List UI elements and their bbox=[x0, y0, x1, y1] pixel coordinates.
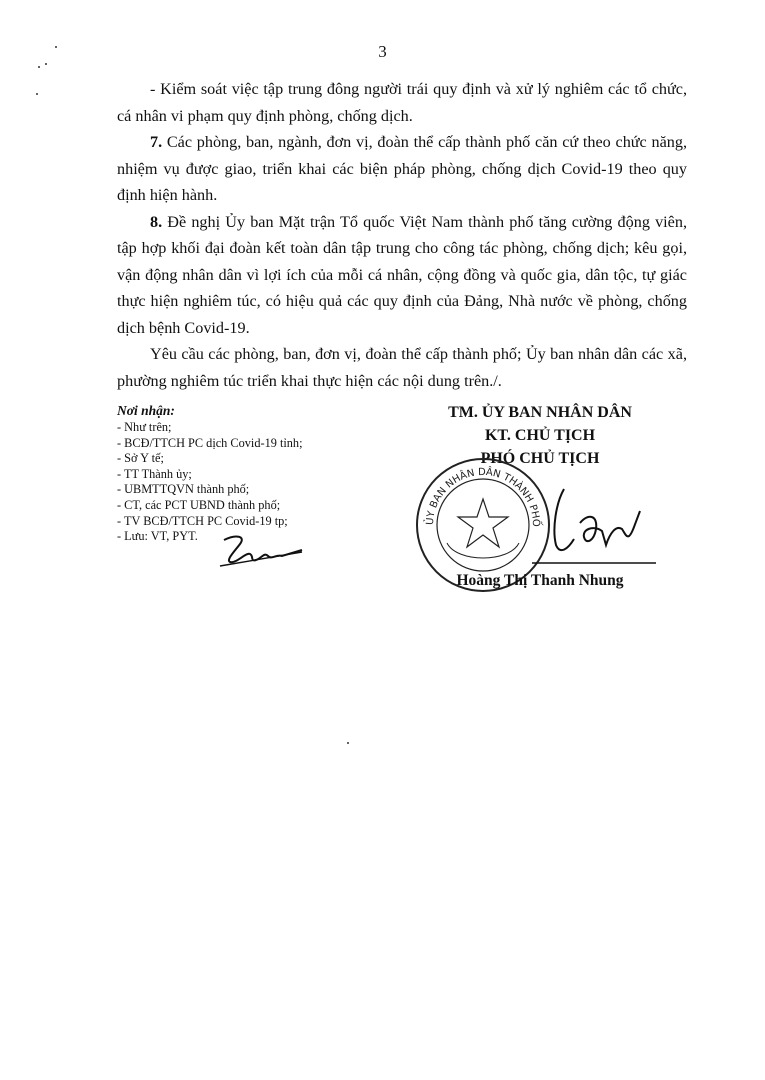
recipient-item: - Như trên; bbox=[117, 420, 172, 434]
recipient-item: - UBMTTQVN thành phố; bbox=[117, 482, 250, 497]
paragraph: 8. Đề nghị Ủy ban Mặt trận Tổ quốc Việt Nam thành phố tăng cường động viên, tập hợp khối đại đoàn kết toàn dân tập trung cho công tác phòng, chống dịch; kêu gọi, vận động nhân dân vì lợi ích của mỗi cá nhân, cộng đồng và quốc gia, dân tộc, tự giác thực hiện nghiêm túc, có hiệu quả các quy định của Đảng, Nhà nước về phòng, chống dịch bệnh Covid-19. bbox=[117, 212, 687, 337]
scan-speck bbox=[347, 742, 349, 744]
scan-speck bbox=[45, 63, 47, 65]
signer-name: Hoàng Thị Thanh Nhung bbox=[456, 572, 624, 589]
recipient-item: - BCĐ/TTCH PC dịch Covid-19 tỉnh; bbox=[117, 435, 303, 450]
recipient-item: - TV BCĐ/TTCH PC Covid-19 tp; bbox=[117, 513, 288, 528]
paragraph: - Kiểm soát việc tập trung đông người trái quy định và xử lý nghiêm các tổ chức, cá nhân vi phạm quy định phòng, chống dịch. bbox=[117, 80, 687, 125]
signature-line-3: PHÓ CHỦ TỊCH bbox=[480, 450, 600, 467]
recipients-title: Nơi nhận: bbox=[117, 403, 175, 418]
page-number: 3 bbox=[378, 42, 387, 61]
recipient-item: - Sở Y tế; bbox=[117, 451, 164, 466]
initial-signature bbox=[216, 530, 306, 574]
seal-text: ỦY BAN NHÂN DÂN THÀNH PHỐ bbox=[424, 466, 542, 528]
paragraph: Yêu cầu các phòng, ban, đơn vị, đoàn thể cấp thành phố; Ủy ban nhân dân các xã, phường nghiêm túc triển khai thực hiện các nội dung trên./. bbox=[117, 345, 687, 390]
scan-speck bbox=[36, 93, 38, 95]
signature-line-1: TM. ỦY BAN NHÂN DÂN bbox=[448, 404, 632, 421]
scan-speck bbox=[55, 46, 57, 48]
recipient-item: - Lưu: VT, PYT. bbox=[117, 529, 198, 544]
signature-line-2: KT. CHỦ TỊCH bbox=[484, 427, 596, 444]
body-text bbox=[117, 76, 687, 394]
recipients-list bbox=[117, 402, 303, 545]
recipient-item: - TT Thành ủy; bbox=[117, 466, 192, 481]
signer-signature bbox=[528, 483, 658, 573]
scan-speck bbox=[38, 66, 40, 68]
recipient-item: - CT, các PCT UBND thành phố; bbox=[117, 497, 281, 512]
paragraph: 7. Các phòng, ban, ngành, đơn vị, đoàn thể cấp thành phố căn cứ theo chức năng, nhiệm vụ được giao, triển khai các biện pháp phòng, chống dịch Covid-19 theo quy định hiện hành. bbox=[117, 133, 687, 204]
